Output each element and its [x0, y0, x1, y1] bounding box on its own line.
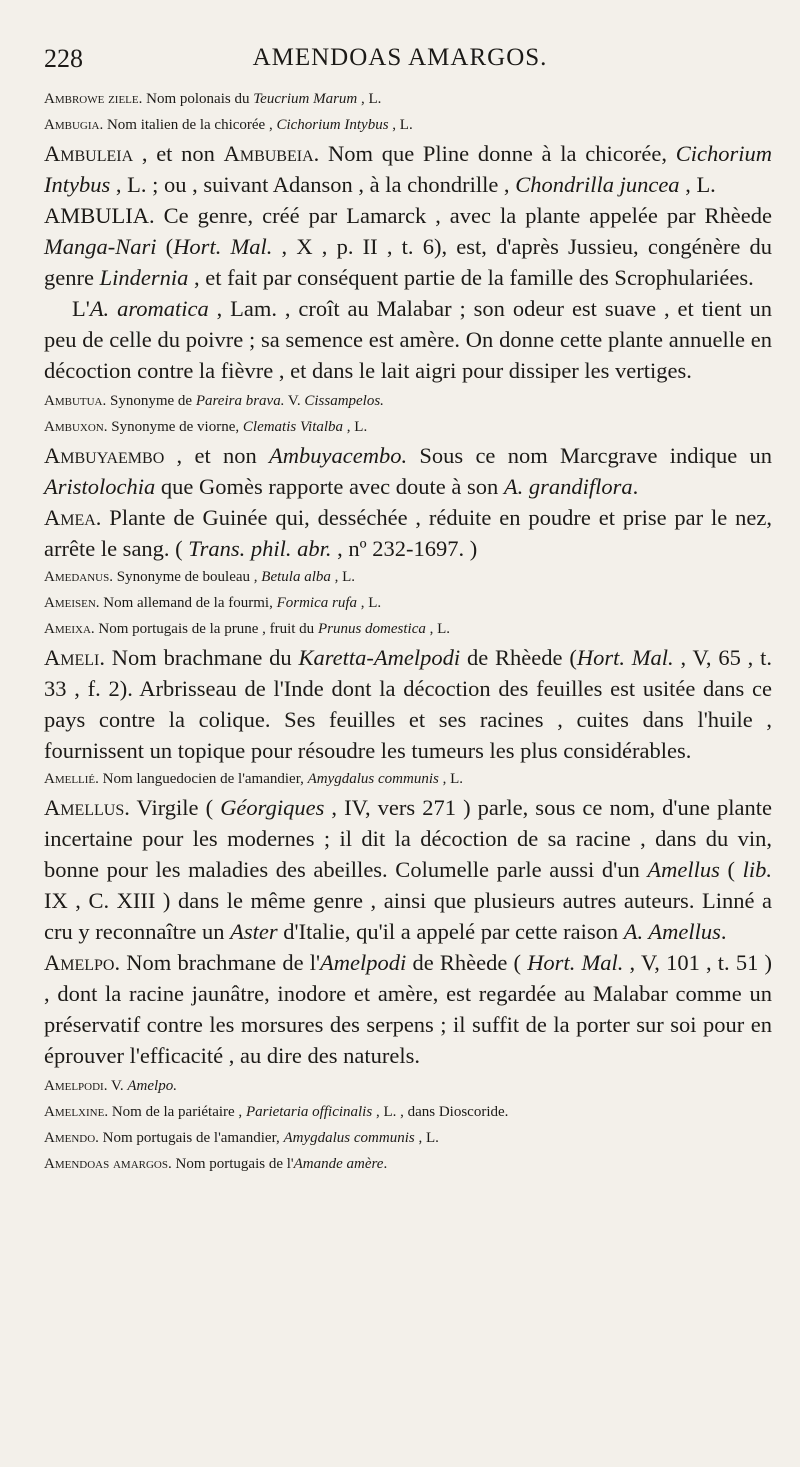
- headword: AMBULIA.: [44, 203, 155, 228]
- species-name: Chondrilla juncea: [515, 172, 680, 197]
- species-name: Cichorium Intybus: [44, 141, 772, 197]
- headword: Amendoas amargos.: [44, 1156, 172, 1172]
- headword: Ambrowe ziele.: [44, 91, 143, 107]
- entry-ambulia: AMBULIA. Ce genre, créé par Lamarck , avec la plante appelée par Rhèede Manga-Nari (Hort. Mal. , X , p. II , t. 6), est, d'après Jussieu, congénère du genre Lindernia , et fait par conséquent partie de la famille des Scrophulariées.: [44, 203, 772, 290]
- entry-amellus: Amellus. Virgile ( Géorgiques , IV, vers 271 ) parle, sous ce nom, d'une plante incertaine pour les modernes ; il dit la décoction de sa racine , dans du vin, bonne pour les maladies des abeilles. Columelle parle aussi d'un Amellus ( lib. IX , C. XIII ) dans le même genre , ainsi que plusieurs autres auteurs. Linné a cru y reconnaître un Aster d'Italie, qu'il a appelé par cette raison A. Amellus.: [44, 795, 773, 944]
- headword: Amea.: [44, 505, 102, 530]
- entry-ambuxon: Ambuxon. Synonyme de viorne, Clematis Vitalba , L.: [44, 419, 368, 435]
- entry-amellie: Amellié. Nom languedocien de l'amandier, Amygdalus communis , L.: [44, 771, 464, 787]
- entry-amelpodi: Amelpodi. V. Amelpo.: [44, 1078, 177, 1094]
- entry-amea: Amea. Plante de Guinée qui, desséchée , réduite en poudre et prise par le nez, arrête le sang. ( Trans. phil. abr. , nº 232-1697. ): [44, 505, 772, 561]
- headword: Ambuxon.: [44, 419, 108, 435]
- page-header: [44, 44, 756, 80]
- entry-ambulia-aromatica: L'A. aromatica , Lam. , croît au Malabar ; son odeur est suave , et tient un peu de celle du poivre ; sa semence est amère. On donne cette plante annuelle en décoction contre la fièvre , et dans le lait aigri pour dissiper les vertiges.: [44, 296, 772, 383]
- species-name: Cichorium Intybus: [276, 117, 389, 133]
- entry-amedanus: Amedanus. Synonyme de bouleau , Betula alba , L.: [44, 569, 356, 585]
- entry-ameixa: Ameixa. Nom portugais de la prune , fruit du Prunus domestica , L.: [44, 621, 451, 637]
- headword: Ambuleia: [44, 141, 134, 166]
- entry-amelpo: Amelpo. Nom brachmane de l'Amelpodi de Rhèede ( Hort. Mal. , V, 101 , t. 51 ) , dont la racine jaunâtre, inodore et amère, est regardée au Malabar comme un préservatif contre les morsures des serpens ; il suffit de la porter sur soi pour en éprouver l'efficacité , au dire des naturels.: [44, 950, 773, 1068]
- entry-ambutua: Ambutua. Synonyme de Pareira brava. V. Cissampelos.: [44, 393, 384, 409]
- entry-ameli: Ameli. Nom brachmane du Karetta-Amelpodi de Rhèede (Hort. Mal. , V, 65 , t. 33 , f. 2). Arbrisseau de l'Inde dont la décoction des feuilles est usitée dans ce pays contre la colique. Ses feuilles et ses racines , cuites dans l'huile , fournissent un topique pour résoudre les tumeurs les plus considérables.: [44, 645, 772, 763]
- headword: Ameixa.: [44, 621, 95, 637]
- headword: Amelpo.: [44, 950, 121, 975]
- headword: Ambuyaembo: [44, 443, 165, 468]
- page-number: 228: [44, 44, 83, 73]
- entry-ambugia: Ambugia. Nom italien de la chicorée , Cichorium Intybus , L.: [44, 117, 413, 133]
- running-title: AMENDOAS AMARGOS.: [252, 44, 548, 71]
- headword: Ambutua.: [44, 393, 107, 409]
- entry-ambuyaembo: Ambuyaembo , et non Ambuyacembo. Sous ce nom Marcgrave indique un Aristolochia que Gomès rapporte avec doute à son A. grandiflora.: [44, 443, 772, 499]
- headword: Ambugia.: [44, 117, 104, 133]
- entry-ameisen: Ameisen. Nom allemand de la fourmi, Formica rufa , L.: [44, 595, 382, 611]
- headword: Amellus.: [44, 795, 130, 820]
- entry-ambrowe-ziele: Ambrowe ziele. Nom polonais du Teucrium Marum , L.: [44, 91, 382, 107]
- headword: Ameli.: [44, 645, 105, 670]
- entry-ambuleia: Ambuleia , et non Ambubeia. Nom que Pline donne à la chicorée, Cichorium Intybus , L. ; ou , suivant Adanson , à la chondrille , Chondrilla juncea , L.: [44, 141, 772, 197]
- headword: Amellié.: [44, 771, 99, 787]
- species-name: Teucrium Marum: [253, 91, 358, 107]
- entry-amendo: Amendo. Nom portugais de l'amandier, Amygdalus communis , L.: [44, 1130, 439, 1146]
- headword: Ameisen.: [44, 595, 100, 611]
- dictionary-body: [44, 86, 772, 1177]
- entry-amendoas-amargos: Amendoas amargos. Nom portugais de l'Amande amère.: [44, 1156, 388, 1172]
- entry-amelxine: Amelxine. Nom de la pariétaire , Parietaria officinalis , L. , dans Dioscoride.: [44, 1104, 509, 1120]
- headword: Amelxine.: [44, 1104, 109, 1120]
- headword: Amendo.: [44, 1130, 99, 1146]
- headword: Amedanus.: [44, 569, 113, 585]
- headword: Amelpodi.: [44, 1078, 108, 1094]
